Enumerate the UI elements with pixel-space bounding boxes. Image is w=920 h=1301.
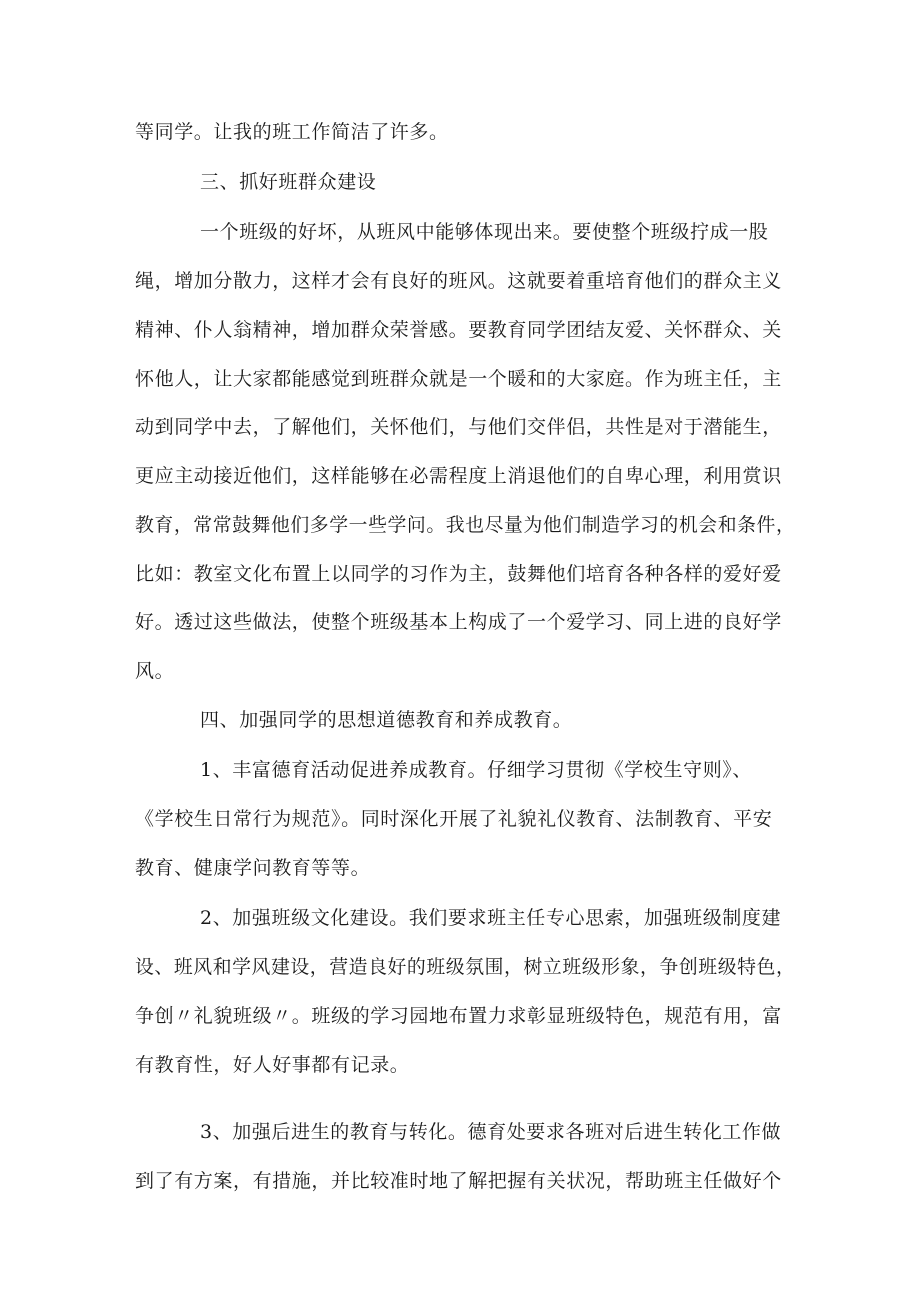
paragraph-line: 有教育性，好人好事都有记录。 <box>135 1054 410 1076</box>
paragraph-line: 教育、健康学问教育等等。 <box>135 857 371 879</box>
section-heading: 四、加强同学的思想道德教育和养成教育。 <box>200 709 573 731</box>
paragraph-line: 到了有方案，有措施，并比较准时地了解把握有关状况，帮助班主任做好个 <box>135 1170 782 1192</box>
paragraph-line: 好。透过这些做法，使整个班级基本上构成了一个爱学习、同上进的良好学 <box>135 611 782 633</box>
paragraph-line: 2、加强班级文化建设。我们要求班主任专心思索，加强班级制度建 <box>200 907 782 929</box>
paragraph-line: 比如：教室文化布置上以同学的习作为主，鼓舞他们培育各种各样的爱好爱 <box>135 563 782 585</box>
paragraph-line: 《学校生日常行为规范》。同时深化开展了礼貌礼仪教育、法制教育、平安 <box>135 808 773 830</box>
paragraph-line: 风。 <box>135 660 175 682</box>
paragraph-line: 绳，增加分散力，这样才会有良好的班风。这就要着重培育他们的群众主义 <box>135 270 782 292</box>
paragraph-line: 动到同学中去，了解他们，关怀他们，与他们交伴侣，共性是对于潜能生， <box>135 416 782 438</box>
paragraph-line: 设、班风和学风建设，营造良好的班级氛围，树立班级形象，争创班级特色， <box>135 956 796 978</box>
paragraph-line: 3、加强后进生的教育与转化。德育处要求各班对后进生转化工作做 <box>200 1121 782 1143</box>
paragraph-line: 争创〃礼貌班级〃。班级的学习园地布置力求彰显班级特色，规范有用，富 <box>135 1005 782 1027</box>
paragraph-line: 1、丰富德育活动促进养成教育。仔细学习贯彻《学校生守则》、 <box>200 759 752 781</box>
paragraph-line: 一个班级的好坏，从班风中能够体现出来。要使整个班级拧成一股 <box>200 221 769 243</box>
paragraph-line: 怀他人，让大家都能感觉到班群众就是一个暖和的大家庭。作为班主任，主 <box>135 368 782 390</box>
paragraph-line: 精神、仆人翁精神，增加群众荣誉感。要教育同学团结友爱、关怀群众、关 <box>135 319 782 341</box>
paragraph-line: 等同学。让我的班工作简洁了许多。 <box>135 121 449 143</box>
paragraph-line: 教育，常常鼓舞他们多学一些学问。我也尽量为他们制造学习的机会和条件， <box>135 514 796 536</box>
section-heading: 三、抓好班群众建设 <box>200 171 377 193</box>
paragraph-line: 更应主动接近他们，这样能够在必需程度上消退他们的自卑心理，利用赏识 <box>135 465 782 487</box>
